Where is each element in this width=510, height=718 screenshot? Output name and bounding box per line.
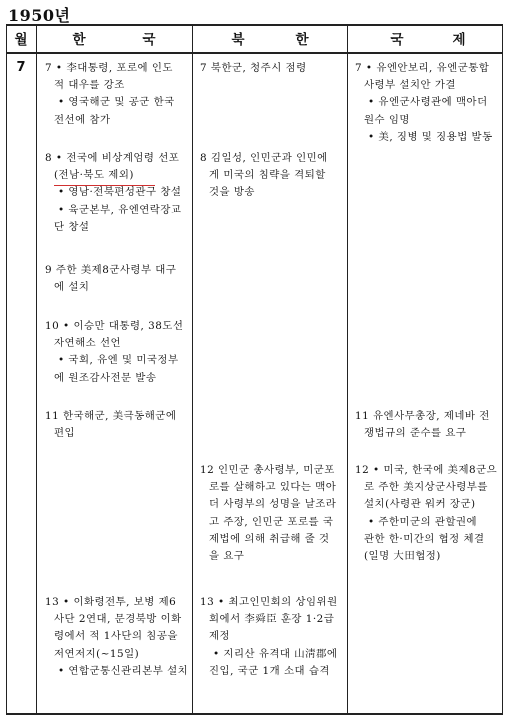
header-north-korea: 북 한 bbox=[231, 32, 309, 48]
header-bottom-border bbox=[6, 52, 503, 54]
month-number: 7 bbox=[16, 60, 26, 75]
header-south-korea: 한 국 bbox=[72, 32, 156, 48]
table-right-border bbox=[502, 24, 503, 714]
south-entry-8: 8 • 전국에 비상계엄령 선포 (전남·북도 제외) • 영남·전북편성관구 창설 • 육군본부, 유엔연락장교 단 창설 bbox=[45, 152, 182, 233]
intl-entry-12: 12 • 미국, 한국에 美제8군으 로 주한 美지상군사령부를 설치(사령관 워커 장군) • 주한미군의 관할권에 관한 한·미간의 협정 체결 (일명 大田협정) bbox=[355, 464, 498, 563]
north-entry-13: 13 • 최고인민회의 상임위원 회에서 李舜臣 훈장 1·2급 제정 • 지리산 유격대 山淸郡에 진입, 국군 1개 소대 습격 bbox=[200, 596, 338, 677]
north-column-divider bbox=[347, 24, 348, 714]
south-entry-10: 10 • 이승만 대통령, 38도선 자연해소 선언 • 국회, 유엔 및 미국정부 에 원조감사전문 발송 bbox=[45, 320, 184, 384]
header-international: 국 제 bbox=[390, 32, 466, 48]
north-entry-7: 7 북한군, 청주시 점령 bbox=[200, 62, 307, 74]
intl-entry-7: 7 • 유엔안보리, 유엔군통합 사령부 설치안 가결 • 유엔군사령관에 맥아더 원수 임명 • 美, 징병 및 징용법 발동 bbox=[355, 62, 493, 143]
header-month: 월 bbox=[14, 32, 28, 48]
chronology-table bbox=[6, 24, 503, 714]
south-entry-13: 13 • 이화령전투, 보병 제6 사단 2연대, 문경북방 이화 령에서 적 1사단의 침공을 저연저지(~15일) • 연합군통신관리본부 설치 bbox=[45, 596, 189, 677]
month-column-divider bbox=[36, 24, 37, 714]
south-entry-7: 7 • 李대통령, 포로에 인도 적 대우를 강조 • 영국해군 및 공군 한국 전선에 참가 bbox=[45, 62, 175, 126]
south-entry-9: 9 주한 美제8군사령부 대구 에 설치 bbox=[45, 264, 177, 294]
red-underline bbox=[54, 185, 155, 186]
south-entry-11: 11 한국해군, 美극동해군에 편입 bbox=[45, 410, 177, 440]
north-entry-12: 12 인민군 총사령부, 미군포 로를 살해하고 있다는 맥아 더 사령부의 성명을 날조라 고 주장, 인민군 포로를 국 제법에 의해 취급해 줄 것 을 요구 bbox=[200, 464, 337, 563]
table-bottom-border bbox=[6, 713, 503, 715]
table-left-border bbox=[6, 24, 7, 714]
south-column-divider bbox=[192, 24, 193, 714]
intl-entry-11: 11 유엔사무총장, 제네바 전 쟁법규의 준수를 요구 bbox=[355, 410, 490, 440]
year-label: 1950년 bbox=[8, 6, 71, 25]
north-entry-8: 8 김일성, 인민군과 인민에 게 미국의 침략을 격퇴할 것을 방송 bbox=[200, 152, 328, 199]
